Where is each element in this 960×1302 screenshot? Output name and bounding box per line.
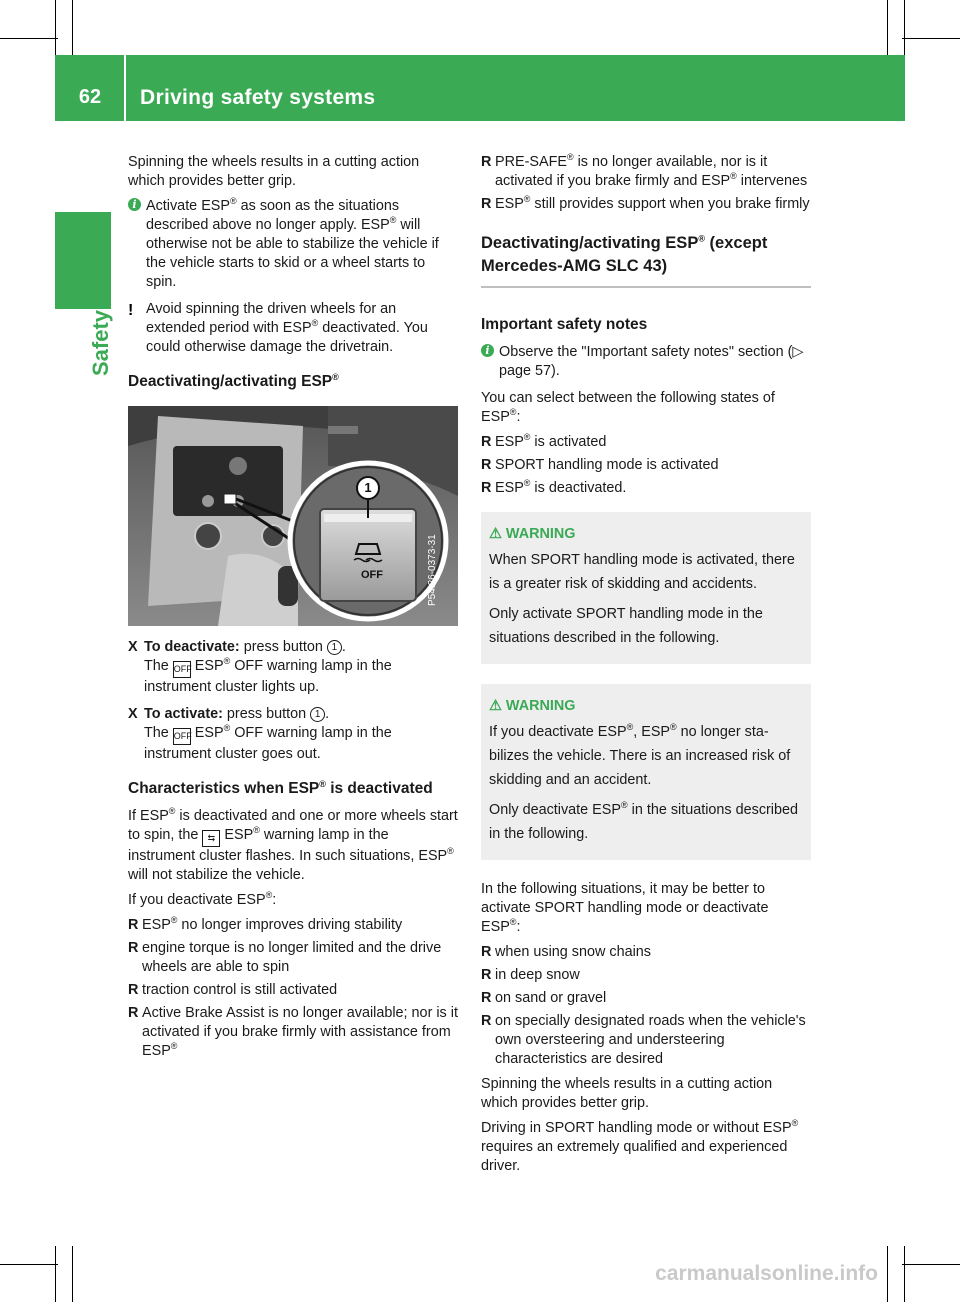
situations-list	[481, 943, 811, 1069]
esp-warning-lamp-icon: ⇆	[202, 830, 220, 847]
dashboard-illustration	[128, 406, 458, 626]
header-divider	[124, 55, 126, 121]
list-item: R on sand or gravel	[481, 990, 607, 1006]
list-item: R in deep snow	[481, 967, 580, 983]
page-title: Driving safety systems	[140, 86, 376, 109]
states-list	[481, 433, 811, 498]
section-tab	[55, 212, 111, 309]
list-item: R on specially designated roads when the vehicle's own oversteering and understeering characteristics are desired	[481, 1013, 806, 1067]
list-item: R ESP® still provides support when you brake firmly	[481, 194, 810, 212]
step-activate: X To activate: press button 1 . The OFF ESP® OFF warning lamp in the instrument cluster goes out.	[128, 706, 392, 762]
list-item: R SPORT handling mode is activated	[481, 457, 719, 473]
callout-icon: 1	[310, 707, 325, 722]
heading-characteristics: Characteristics when ESP® is deactivated	[128, 778, 433, 797]
heading-deactivating: Deactivating/activating ESP®	[128, 371, 339, 390]
crop-mark	[902, 38, 960, 39]
continued-list	[481, 153, 811, 214]
warning-box: ⚠ WARNING When SPORT handling mode is activated, there is a greater risk of skidding and accidents. Only activate SPORT handling mode in the situations described in the following.	[481, 512, 811, 664]
char-paragraph: If ESP® is deactivated and one or more wheels start to spin, the ⇆ ESP® warning lamp in the instrument cluster flashes. In such situations, ESP® will not stabilize the vehicle.	[128, 806, 458, 883]
intro-paragraph: Spinning the wheels results in a cutting action which provides better grip.	[128, 154, 420, 189]
watermark: carmanualsonline.info	[655, 1262, 878, 1285]
right-column	[481, 153, 811, 1182]
list-item: R traction control is still activated	[128, 982, 338, 998]
callout-icon: 1	[327, 640, 342, 655]
step-deactivate: X To deactivate: press button 1 . The OFF ESP® OFF warning lamp in the instrument cluster lights up.	[128, 639, 392, 695]
crop-mark	[55, 0, 56, 58]
esp-off-lamp-icon: OFF	[173, 661, 191, 678]
esp-off-lamp-icon: OFF	[173, 728, 191, 745]
crop-mark	[904, 0, 905, 58]
esp-button-figure	[128, 406, 458, 626]
warning-triangle-icon: ⚠	[489, 526, 502, 542]
figure-code: P54.26-0373-31	[427, 534, 438, 606]
step-arrow-icon: X	[128, 639, 138, 655]
crop-mark	[72, 0, 73, 58]
list-item: R ESP® no longer improves driving stability	[128, 915, 403, 933]
section-rule	[481, 286, 811, 288]
off-label: OFF	[361, 569, 383, 581]
list-item: R ESP® is deactivated.	[481, 478, 627, 496]
warning-triangle-icon: ⚠	[489, 698, 502, 714]
info-note: i Activate ESP® as soon as the situations described above no longer apply. ESP® will otherwise not be able to stabilize the vehicle if the vehicle starts to skid or a wheel starts to spin.	[128, 197, 458, 292]
consequence-list	[128, 916, 458, 1061]
callout-number: 1	[364, 480, 372, 495]
list-item: R ESP® is activated	[481, 432, 607, 450]
situations-paragraph: In the following situations, it may be better to activate SPORT handling mode or deactivate ESP®:	[481, 881, 769, 935]
outro-paragraph-2: Driving in SPORT handling mode or without ESP® requires an extremely qualified and experienced driver.	[481, 1118, 799, 1174]
heading-safety-notes: Important safety notes	[481, 316, 648, 333]
crop-mark	[887, 0, 888, 58]
warning-box: ⚠ WARNING If you deactivate ESP®, ESP® no longer stabilizes the vehicle. There is an increased risk of skidding and an accident. Only deactivate ESP® in the situations described in the following.	[481, 684, 811, 860]
list-item: R PRE-SAFE® is no longer available, nor is it activated if you brake firmly and ESP® intervenes	[481, 152, 808, 189]
list-item: R when using snow chains	[481, 944, 651, 960]
info-icon: i	[481, 344, 494, 357]
outro-paragraph: Spinning the wheels results in a cutting action which provides better grip.	[481, 1076, 773, 1111]
info-icon: i	[128, 198, 141, 211]
warning-heading: ⚠ WARNING	[489, 698, 576, 714]
warning-heading: ⚠ WARNING	[489, 526, 576, 542]
info-note: i Observe the "Important safety notes" section (▷ page 57).	[481, 343, 811, 381]
list-item: R engine torque is no longer limited and the drive wheels are able to spin	[128, 940, 442, 975]
char-paragraph-2: If you deactivate ESP®:	[128, 890, 277, 908]
list-item: R Active Brake Assist is no longer available; nor is it activated if you brake firmly with assistance from ESP®	[128, 1005, 458, 1059]
caution-note: ! Avoid spinning the driven wheels for an extended period with ESP® deactivated. You could otherwise damage the drivetrain.	[128, 301, 428, 355]
page-number: 62	[78, 86, 102, 108]
exclamation-icon: !	[128, 302, 134, 319]
crop-mark	[0, 38, 58, 39]
select-paragraph: You can select between the following states of ESP®:	[481, 390, 775, 425]
heading-main: Deactivating/activating ESP® (except Mercedes-AMG SLC 43)	[481, 233, 768, 275]
left-column	[128, 153, 458, 1067]
section-label: Safety	[88, 309, 113, 376]
step-arrow-icon: X	[128, 706, 138, 722]
